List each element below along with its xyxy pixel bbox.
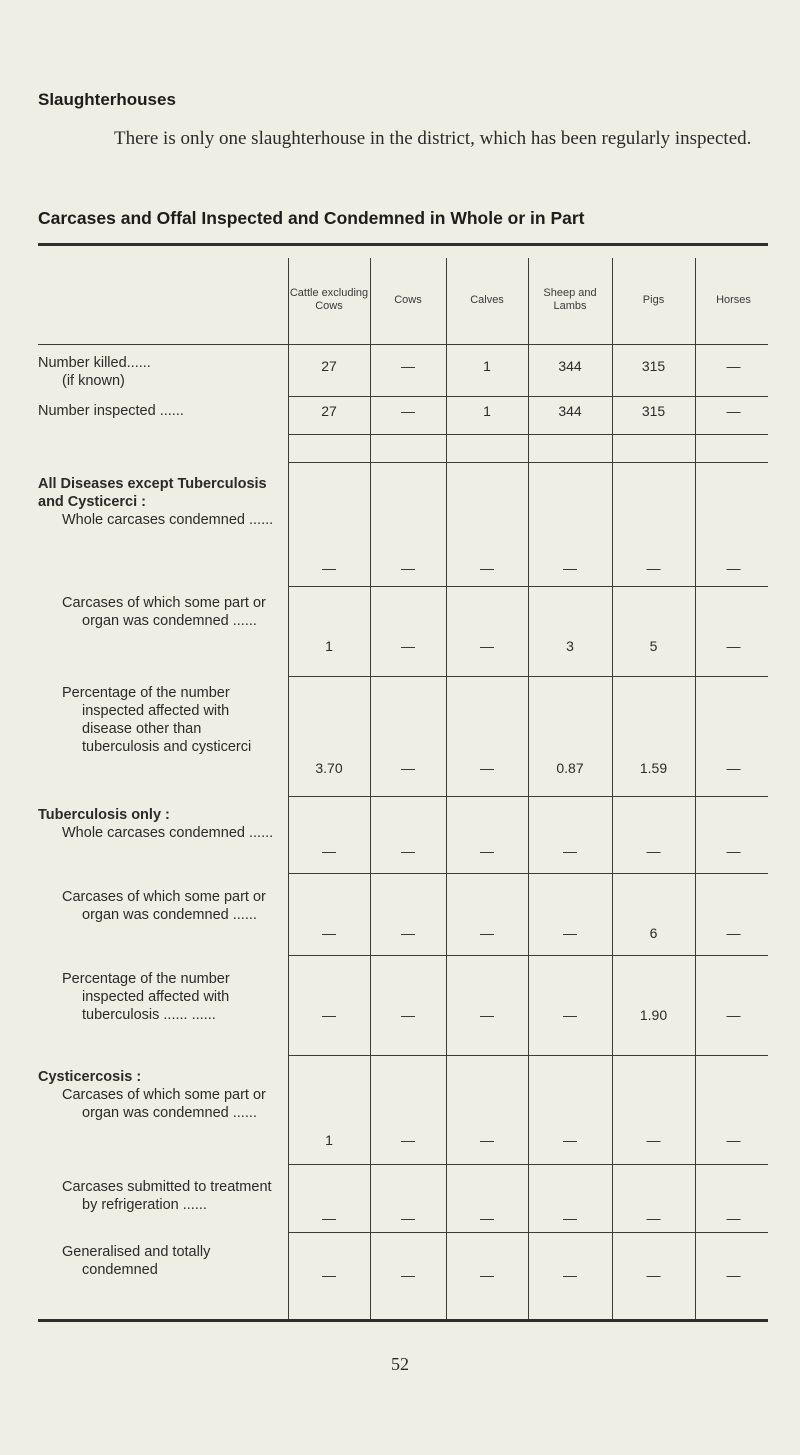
table-cell: —	[563, 560, 577, 576]
table-cell: —	[726, 403, 741, 419]
row-divider	[288, 676, 768, 677]
table-cell: —	[646, 560, 661, 576]
table-cell: —	[322, 1267, 336, 1283]
row-divider	[288, 1164, 768, 1165]
table-cell: 344	[558, 358, 582, 374]
table-cell: 315	[641, 403, 666, 419]
table-cell: —	[726, 925, 741, 941]
table-cell: —	[726, 358, 741, 374]
table-cell: —	[726, 638, 741, 654]
row-label-refrigeration: Carcases submitted to treatment by refrigeration ......	[62, 1179, 272, 1213]
table-cell: 1.59	[639, 760, 668, 776]
table-cell: —	[322, 843, 336, 859]
table-cell: —	[401, 560, 415, 576]
table-cell: —	[480, 1210, 494, 1226]
row-divider	[288, 1055, 768, 1056]
table-cell: 1	[325, 638, 333, 654]
table-cell: 27	[321, 403, 337, 419]
table-cell: 315	[641, 358, 666, 374]
table-top-rule	[38, 243, 768, 246]
column-header: Pigs	[642, 293, 665, 306]
table-cell: —	[480, 843, 494, 859]
table-cell: —	[726, 1210, 741, 1226]
table-cell: —	[401, 1007, 415, 1023]
row-label-part-condemned-1: Carcases of which some part or organ was condemned ......	[62, 595, 266, 629]
table-cell: —	[401, 760, 415, 776]
table-cell: —	[401, 843, 415, 859]
table-cell: 5	[649, 638, 658, 654]
row-divider	[288, 586, 768, 587]
row-divider	[288, 873, 768, 874]
column-header: Calves	[470, 293, 504, 306]
table-cell: —	[480, 1007, 494, 1023]
table-cell: —	[646, 1210, 661, 1226]
table-cell: —	[563, 1210, 577, 1226]
row-label-percentage-disease: Percentage of the number inspected affected with disease other than tuberculosis and cysticerci	[62, 685, 252, 755]
table-title: Carcases and Offal Inspected and Condemned in Whole or in Part	[38, 208, 585, 228]
table-cell: 1	[325, 1132, 333, 1148]
table-cell: —	[646, 843, 661, 859]
page-number: 52	[391, 1354, 409, 1374]
table-cell: —	[401, 1267, 415, 1283]
table-bottom-rule	[38, 1319, 768, 1322]
table-cell: —	[726, 1267, 741, 1283]
table-cell: —	[401, 403, 415, 419]
row-divider	[288, 396, 768, 397]
table-cell: —	[563, 925, 577, 941]
table-cell: —	[726, 760, 741, 776]
table-cell: —	[480, 638, 494, 654]
table-cell: —	[322, 1210, 336, 1226]
column-header: Cattle excluding Cows	[289, 287, 369, 312]
table-cell: —	[322, 1007, 336, 1023]
table-cell: —	[563, 843, 577, 859]
table-cell: —	[726, 1007, 741, 1023]
column-header: Cows	[394, 293, 422, 306]
table-cell: —	[480, 560, 494, 576]
row-divider	[288, 462, 768, 463]
table-cell: 1	[483, 358, 491, 374]
row-label-section-all-diseases: All Diseases except Tuberculosis and Cysticerci : Whole carcases condemned ......	[38, 476, 274, 528]
row-label-section-tuberculosis: Tuberculosis only : Whole carcases condemned ......	[38, 807, 274, 841]
column-header: Sheep and Lambs	[543, 287, 597, 312]
row-label-section-cysticercosis: Cysticercosis : Carcases of which some part or organ was condemned ......	[38, 1069, 266, 1121]
table-cell: 3.70	[315, 760, 343, 776]
row-divider	[38, 344, 768, 345]
table-cell: 27	[321, 358, 337, 374]
table-cell: 6	[649, 925, 658, 941]
row-divider	[288, 955, 768, 956]
row-label-part-condemned-tb: Carcases of which some part or organ was condemned ......	[62, 889, 266, 923]
column-header: Horses	[716, 293, 751, 306]
table-cell: —	[563, 1007, 577, 1023]
table-cell: —	[401, 925, 415, 941]
table-cell: —	[401, 358, 415, 374]
table-cell: —	[401, 1132, 415, 1148]
table-cell: —	[726, 843, 741, 859]
table-cell: 3	[566, 638, 574, 654]
table-cell: —	[563, 1267, 577, 1283]
row-label-number-inspected: Number inspected ......	[38, 403, 184, 419]
table-cell: 0.87	[556, 760, 584, 776]
table-cell: —	[726, 1132, 741, 1148]
row-label-percentage-tb: Percentage of the number inspected affected with tuberculosis ...... ......	[62, 971, 230, 1023]
table-cell: 1	[483, 403, 491, 419]
table-cell: —	[401, 1210, 415, 1226]
table-cell: —	[563, 1132, 577, 1148]
row-divider	[288, 796, 768, 797]
table-cell: 344	[558, 403, 582, 419]
table-cell: —	[480, 760, 494, 776]
table-cell: —	[480, 1267, 494, 1283]
row-label-number-killed: Number killed...... (if known)	[38, 355, 151, 389]
table-cell: —	[480, 1132, 494, 1148]
table-cell: —	[646, 1132, 661, 1148]
table-cell: —	[322, 925, 336, 941]
table-cell: —	[401, 638, 415, 654]
row-divider	[288, 1232, 768, 1233]
table-cell: 1.90	[639, 1007, 668, 1023]
intro-paragraph: There is only one slaughterhouse in the district, which has been regularly inspected.	[114, 128, 752, 149]
table-cell: —	[726, 560, 741, 576]
table-cell: —	[646, 1267, 661, 1283]
table-cell: —	[480, 925, 494, 941]
row-divider	[288, 434, 768, 435]
table-cell: —	[322, 560, 336, 576]
section-heading: Slaughterhouses	[38, 90, 176, 109]
row-label-generalised: Generalised and totally condemned	[62, 1244, 211, 1278]
